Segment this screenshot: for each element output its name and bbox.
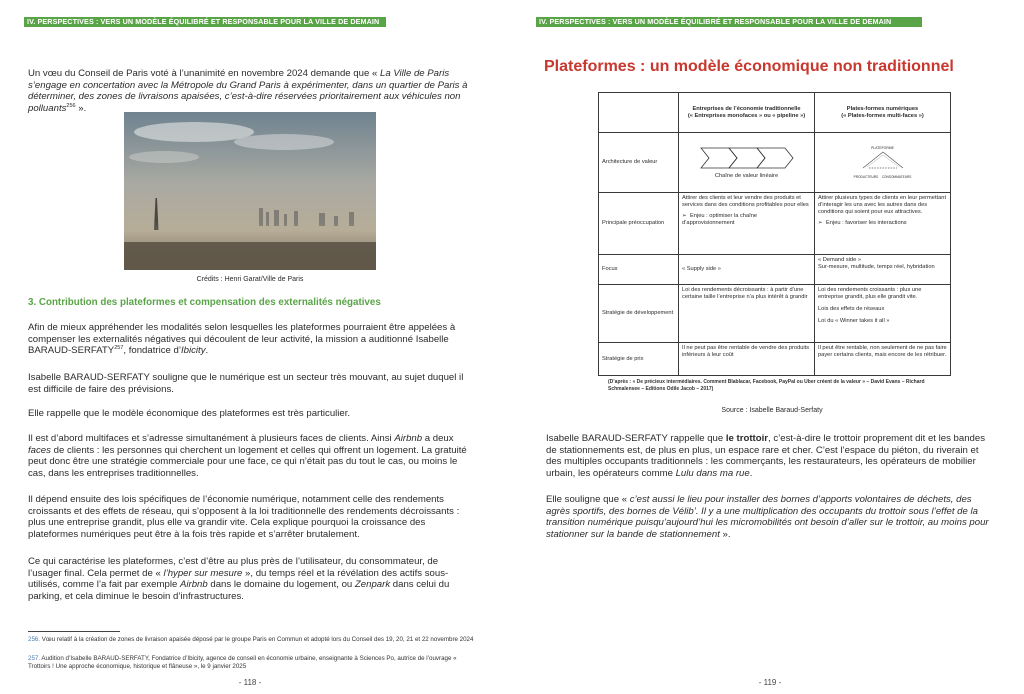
page-number: - 119 - bbox=[758, 678, 782, 687]
paragraph bbox=[546, 494, 992, 540]
footnote bbox=[28, 636, 478, 644]
row-label: Focus bbox=[599, 255, 679, 285]
text: Sur-mesure, multitude, temps réel, hybridation bbox=[818, 264, 935, 270]
table-row bbox=[599, 193, 951, 255]
footnote-text: Audition d’Isabelle BARAUD-SERFATY, Fondatrice d’Ibicity, agence de conseil en économie urbaine, enseignante à Sciences Po, autrice de l’ouvrage « Trottoirs ! Une approche économique, historique et flâneuse », le 9 janvier 2025 bbox=[28, 655, 457, 670]
text: , c’est-à-dire le trottoir proprement dit et les bandes de stationnements est, de plus en plus, un espace rare et cher. C’est l’espace du piéton, du riverain et des multiples occupants traditionnels : les commerçants, les restaurateurs, les opérateurs de mobilier urbain, les opérateurs comme bbox=[546, 433, 986, 479]
text: Isabelle BARAUD-SERFATY rappelle que bbox=[546, 433, 726, 444]
table-corner-cell bbox=[599, 93, 679, 133]
text: Afin de mieux appréhender les modalités selon lesquelles les plateformes pourraient être appelées à compenser les externalités négatives qui découlent de leur activité, la mission a auditionné Isabelle BARAUD-SERFATY bbox=[28, 322, 456, 357]
text: », du temps réel et la révélation des actifs sous-utilisés, comme l’a fait par exemple bbox=[28, 567, 449, 591]
text: Loi des rendements croissants : plus une entreprise grandit, plus elle grandit vite. bbox=[818, 287, 922, 300]
table-source-note: (D’après : « De précieux intermédiaires. Comment Blablacar, Facebook, PayPal ou Uber créent de la valeur » – David Evans – Richard Schmalensee – Editions Odile Jacob – 2017) bbox=[608, 379, 925, 392]
chapter-header: IV. PERSPECTIVES : VERS UN MODÈLE ÉQUILIBRÉ ET RESPONSABLE POUR LA VILLE DE DEMAIN bbox=[24, 17, 386, 27]
figure-source: Source : Isabelle Baraud-Serfaty bbox=[721, 407, 823, 414]
chapter-header: IV. PERSPECTIVES : VERS UN MODÈLE ÉQUILIBRÉ ET RESPONSABLE POUR LA VILLE DE DEMAIN bbox=[536, 17, 922, 27]
paragraph: Isabelle BARAUD-SERFATY souligne que le numérique est un secteur très mouvant, au sujet duquel il est difficile de faire des prévisions. bbox=[28, 372, 464, 395]
text: Chaîne de valeur linéaire bbox=[714, 172, 779, 179]
footnote-ref[interactable]: 256 bbox=[66, 102, 76, 109]
table-cell bbox=[815, 255, 951, 285]
quote-text: c’est aussi le lieu pour installer des bornes d’apports volontaires de déchets, des agrès sportifs, des bornes de Vélib’. Il y a une multiplication des occupants du trottoir sous l’effet de la transition numérique puisqu’aujourd’hui les micromobilités ont besoin d’aller sur le trottoir, au moins pour stationner sur la bande de stationnement bbox=[546, 494, 989, 540]
table-cell: Loi des rendements décroissants : à partir d’une certaine taille l’entreprise n’a plus intérêt à grandir bbox=[679, 285, 815, 343]
footnote-number[interactable]: 256. bbox=[28, 636, 41, 643]
table-cell bbox=[815, 193, 951, 255]
text: Attirer plusieurs types de clients en leur permettant d’interagir les uns avec les autres dans des conditions qui soient pour eux attractives. bbox=[818, 195, 947, 215]
comparison-table bbox=[598, 92, 951, 376]
emphasis: faces bbox=[28, 444, 51, 456]
text: dans le domaine du logement, ou bbox=[207, 579, 355, 591]
text: Plates-formes numériques bbox=[846, 105, 919, 112]
text: Elle souligne que « bbox=[546, 494, 630, 505]
text: PRODUCTEURS bbox=[853, 175, 879, 179]
text: a deux bbox=[422, 433, 454, 444]
platform-triangle-icon bbox=[855, 150, 911, 172]
arrow-bullet-icon: ➢ bbox=[818, 220, 823, 226]
right-page bbox=[512, 0, 1024, 694]
text: « Demand side » bbox=[818, 257, 861, 263]
text: . bbox=[749, 467, 753, 479]
row-label: Principale préoccupation bbox=[599, 193, 679, 255]
text: Entreprises de l’économie traditionnelle bbox=[692, 105, 801, 112]
text: ». bbox=[719, 528, 731, 540]
text: (« Plates-formes multi-faces ») bbox=[841, 112, 924, 119]
table-cell bbox=[815, 133, 951, 193]
figure-title: Plateformes : un modèle économique non traditionnel bbox=[544, 58, 954, 75]
emphasis: le trottoir bbox=[725, 433, 768, 444]
row-label: Stratégie de prix bbox=[599, 343, 679, 376]
table-row bbox=[599, 255, 951, 285]
footnote bbox=[28, 655, 478, 670]
quote-text: l’hyper sur mesure bbox=[163, 567, 243, 579]
text: Enjeu : optimiser la chaîne d’approvisionnement bbox=[682, 213, 758, 226]
text: Loi du « Winner takes it all » bbox=[818, 318, 890, 324]
table-cell: « Supply side » bbox=[679, 255, 815, 285]
quote-text: La Ville de Paris s’engage en concertation avec la Métropole du Grand Paris à expérimenter, dans un quartier de Paris à déterminer, des zones de livraisons apaisées, c’est-à-dire réservées prioritairement aux véhicules non polluants bbox=[28, 68, 468, 114]
table-row bbox=[599, 133, 951, 193]
table-header-row bbox=[599, 93, 951, 133]
text: Lois des effets de réseaux bbox=[818, 306, 885, 312]
text: . bbox=[205, 345, 209, 357]
paragraph bbox=[546, 433, 992, 479]
diagram-label: PLATEFORME bbox=[871, 146, 894, 150]
footnote-text: Vœu relatif à la création de zones de livraison apaisée déposé par le groupe Paris en Commun et adopté lors du Conseil des 19, 20, 21 et 22 novembre 2024 bbox=[40, 636, 474, 643]
footnote-number[interactable]: 257. bbox=[28, 655, 41, 662]
table-cell: Il peut être rentable, non seulement de ne pas faire payer certains clients, mais encore de les rétribuer. bbox=[815, 343, 951, 376]
company-name: Zenpark bbox=[354, 579, 391, 591]
column-header bbox=[679, 93, 815, 133]
paragraph bbox=[28, 322, 474, 357]
table-cell bbox=[679, 133, 815, 193]
text: Un vœu du Conseil de Paris voté à l’unanimité en novembre 2024 demande que « bbox=[28, 68, 380, 79]
diagram-labels bbox=[818, 175, 947, 179]
text: (« Entreprises monofaces » ou « pipeline ») bbox=[687, 112, 806, 119]
page-number: - 118 - bbox=[238, 678, 262, 687]
table-row bbox=[599, 343, 951, 376]
table-row bbox=[599, 285, 951, 343]
text: dans celui du parking, et cela diminue le besoin d’infrastructures. bbox=[28, 579, 450, 602]
table-cell: Il ne peut pas être rentable de vendre des produits inférieurs à leur coût bbox=[679, 343, 815, 376]
paragraph: Il dépend ensuite des lois spécifiques de l’économie numérique, notamment celle des rendements croissants et des effets de réseau, qui s’opposent à la loi traditionnelle des rendements décroissants : plus une entreprise grandit, plus elle va grandir vite. Cela explique pourquoi la croissance des plateformes numériques peut être à la fois très rapide et s’arrêter brutalement. bbox=[28, 494, 460, 540]
footnote-ref[interactable]: 257 bbox=[114, 345, 124, 352]
text: ». bbox=[75, 102, 87, 114]
text: , fondatrice d’ bbox=[123, 345, 181, 357]
text: Il est d’abord multifaces et s’adresse simultanément à plusieurs faces de clients. Ainsi bbox=[28, 433, 395, 444]
row-label: Architecture de valeur bbox=[599, 133, 679, 193]
table-cell bbox=[679, 193, 815, 255]
paragraph: Elle rappelle que le modèle économique des plateformes est très particulier. bbox=[28, 408, 351, 419]
text: Attirer des clients et leur vendre des produits et services dans des conditions profitables pour elles bbox=[682, 195, 809, 208]
text: CONSOMMATEURS bbox=[881, 175, 912, 179]
section-title: 3. Contribution des plateformes et compensation des externalités négatives bbox=[28, 297, 381, 308]
photo-credit: Crédits : Henri Garat/Ville de Paris bbox=[196, 276, 304, 283]
text: de clients : les personnes qui cherchent un logement et celles qui offrent un logement. La gratuité peut donc être une stratégie commerciale pour une face, ce qui n’était pas du tout le cas, ou moins le cas, dans les entreprises traditionnelles. bbox=[28, 444, 467, 479]
company-name: Airbnb bbox=[394, 433, 423, 444]
table-cell bbox=[815, 285, 951, 343]
arrow-bullet-icon: ➢ bbox=[682, 213, 687, 219]
paris-skyline-photo bbox=[124, 112, 376, 270]
paragraph bbox=[28, 556, 474, 602]
footnote-separator bbox=[28, 631, 120, 632]
column-header bbox=[815, 93, 951, 133]
paragraph bbox=[28, 433, 474, 479]
company-name: Lulu dans ma rue bbox=[675, 467, 750, 479]
text: Ce qui caractérise les plateformes, c’est d’être au plus près de l’utilisateur, du consommateur, de l’usager final. Cela permet de « bbox=[28, 556, 439, 579]
value-chain-arrows-icon bbox=[699, 146, 795, 170]
intro-paragraph bbox=[28, 68, 474, 114]
company-name: Ibicity bbox=[180, 345, 206, 357]
text: Enjeu : favoriser les interactions bbox=[826, 220, 907, 226]
row-label: Stratégie de développement bbox=[599, 285, 679, 343]
company-name: Airbnb bbox=[179, 579, 208, 591]
